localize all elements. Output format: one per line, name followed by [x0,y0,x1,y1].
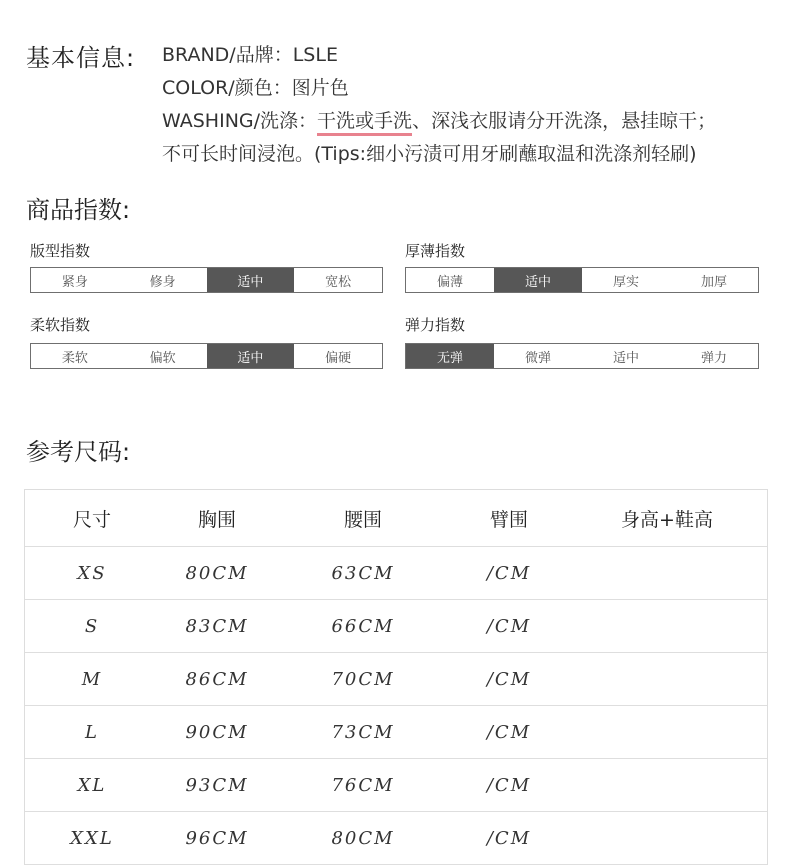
product-index-title: 商品指数: [26,196,131,224]
washing-line [162,106,716,133]
index-option: 适中 [612,350,639,366]
height-cell [567,600,767,652]
header-arm: 臂围 [489,508,528,531]
waist-cell: 80CM [331,827,395,849]
index-title-thickness: 厚薄指数 [405,242,466,260]
index-option: 厚实 [612,274,639,290]
arm-cell: /CM [486,668,532,690]
table-row [25,706,767,759]
index-option-selected: 适中 [494,268,582,292]
table-row [25,759,767,812]
washing-rest: 、深浅衣服请分开洗涤，悬挂晾干； [412,110,717,132]
color-line: COLOR/颜色：图片色 [162,77,349,99]
height-cell [567,706,767,758]
basic-info-label: 基本信息: [26,44,136,72]
chest-cell: 86CM [185,668,249,690]
index-bar-softness [30,343,383,369]
chest-cell: 83CM [185,615,249,637]
size-cell: XS [77,562,107,584]
size-table [24,489,768,865]
header-size: 尺寸 [72,508,111,531]
chest-cell: 80CM [185,562,249,584]
index-title-elasticity: 弹力指数 [405,316,466,334]
index-option: 偏软 [149,350,176,366]
header-waist: 腰围 [343,508,382,531]
size-cell: M [81,668,103,690]
arm-cell: /CM [486,774,532,796]
height-cell [567,812,767,864]
height-cell [567,547,767,599]
brand-line: BRAND/品牌：LSLE [162,44,338,66]
arm-cell: /CM [486,827,532,849]
waist-cell: 70CM [331,668,395,690]
size-cell: XL [77,774,107,796]
waist-cell: 76CM [331,774,395,796]
index-option: 宽松 [325,274,352,290]
index-bar-elasticity [405,343,759,369]
arm-cell: /CM [486,562,532,584]
index-option: 加厚 [700,274,727,290]
index-option: 微弹 [524,350,551,366]
table-row [25,812,767,865]
index-bar-thickness [405,267,759,293]
arm-cell: /CM [486,615,532,637]
table-row [25,547,767,600]
index-option: 弹力 [700,350,727,366]
size-cell: L [85,721,99,743]
index-option-selected: 适中 [207,268,295,292]
index-bar-fit [30,267,383,293]
index-title-fit: 版型指数 [30,242,91,260]
index-option-selected: 适中 [207,344,295,368]
height-cell [567,653,767,705]
index-option: 柔软 [61,350,88,366]
arm-cell: /CM [486,721,532,743]
chest-cell: 93CM [185,774,249,796]
size-cell: XXL [70,827,114,849]
index-title-softness: 柔软指数 [30,316,91,334]
height-cell [567,759,767,811]
chest-cell: 90CM [185,721,249,743]
washing-prefix: WASHING/洗涤： [162,110,318,132]
washing-highlight: 干洗或手洗 [317,110,412,136]
waist-cell: 66CM [331,615,395,637]
header-height: 身高+鞋高 [621,508,713,531]
chest-cell: 96CM [185,827,249,849]
size-cell: S [84,615,100,637]
size-table-body [25,547,767,865]
waist-cell: 73CM [331,721,395,743]
index-option: 紧身 [61,274,88,290]
index-option-selected: 无弹 [406,344,494,368]
index-option: 偏薄 [436,274,463,290]
header-chest: 胸围 [197,508,236,531]
washing-line-2: 不可长时间浸泡。(Tips:细小污渍可用牙刷蘸取温和洗涤剂轻刷) [162,143,697,165]
waist-cell: 63CM [331,562,395,584]
table-row [25,653,767,706]
size-table-header [25,490,767,547]
size-ref-title: 参考尺码: [26,438,131,466]
index-option: 偏硬 [325,350,352,366]
index-option: 修身 [149,274,176,290]
table-row [25,600,767,653]
